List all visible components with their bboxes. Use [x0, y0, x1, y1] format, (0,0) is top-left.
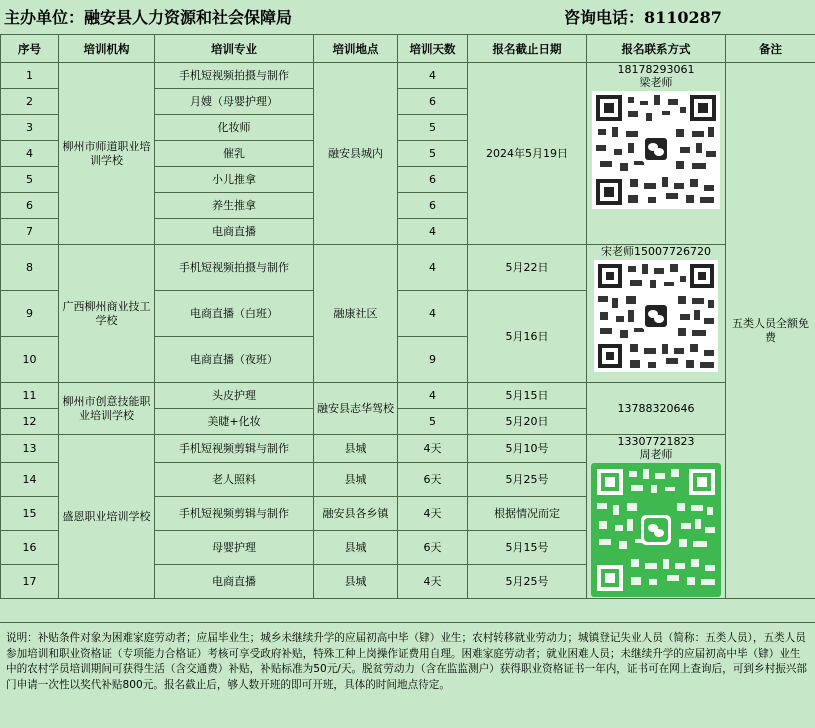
row-no: 12	[1, 409, 59, 435]
table-row	[1, 435, 815, 463]
contact-cell-a	[587, 63, 726, 245]
deadline-cell: 5月10号	[468, 435, 587, 463]
wechat-qr-icon	[591, 463, 721, 597]
major-cell: 月嫂（母婴护理）	[155, 89, 314, 115]
col-header-contact: 报名联系方式	[587, 35, 726, 63]
institution-cell: 柳州市师道职业培训学校	[59, 63, 155, 245]
notes-paragraph: 说明：补贴条件对象为困难家庭劳动者；应届毕业生；城乡未继续升学的应届初高中毕（肄）业生；农村转移就业劳动力；城镇登记失业人员（简称：五类人员），五类人员参加培训和职业资格证（专项能力合格证）考核可享受政府补贴，特殊工种上岗操作证费用自理。困难家庭劳动者；就业困难人员；未继续升学的应届初高中毕（肄）业生中的农村学员培训期间可获得生活（含交通费）补贴，补贴标准为50元/天。脱贫劳动力（含在监监测户）获得职业资格证书一年内，证书可在网上查询后，可到乡村振兴部门申请一次性以奖代补贴800元。报名截止后，够人数开班的即可开班，具体的时间地点待定。	[0, 622, 815, 728]
location-cell: 融安县各乡镇	[314, 497, 398, 531]
header-bar	[0, 0, 815, 35]
major-cell: 手机短视频剪辑与制作	[155, 497, 314, 531]
days-cell: 4天	[398, 435, 468, 463]
row-no: 15	[1, 497, 59, 531]
row-no: 6	[1, 193, 59, 219]
major-cell: 头皮护理	[155, 383, 314, 409]
days-cell: 4天	[398, 565, 468, 599]
row-no: 5	[1, 167, 59, 193]
row-no: 14	[1, 463, 59, 497]
location-cell: 县城	[314, 531, 398, 565]
deadline-cell: 根据情况而定	[468, 497, 587, 531]
row-no: 13	[1, 435, 59, 463]
deadline-cell: 5月16日	[468, 291, 587, 383]
days-cell: 5	[398, 141, 468, 167]
major-cell: 催乳	[155, 141, 314, 167]
location-cell: 县城	[314, 435, 398, 463]
deadline-cell: 5月25号	[468, 463, 587, 497]
col-header-days: 培训天数	[398, 35, 468, 63]
row-no: 10	[1, 337, 59, 383]
major-cell: 化妆师	[155, 115, 314, 141]
row-no: 17	[1, 565, 59, 599]
days-cell: 6天	[398, 531, 468, 565]
major-cell: 老人照料	[155, 463, 314, 497]
col-header-location: 培训地点	[314, 35, 398, 63]
row-no: 3	[1, 115, 59, 141]
major-cell: 电商直播（白班）	[155, 291, 314, 337]
days-cell: 6	[398, 193, 468, 219]
days-cell: 4	[398, 383, 468, 409]
row-no: 7	[1, 219, 59, 245]
major-cell: 小儿推拿	[155, 167, 314, 193]
contact-cell-c: 13788320646	[587, 383, 726, 435]
row-no: 11	[1, 383, 59, 409]
major-cell: 手机短视频拍摄与制作	[155, 245, 314, 291]
days-cell: 4天	[398, 497, 468, 531]
deadline-cell: 5月15日	[468, 383, 587, 409]
contact-name: 梁老师	[639, 76, 673, 89]
contact-cell-d	[587, 435, 726, 599]
consult-phone: 咨询电话：8110287	[564, 8, 722, 27]
table-row	[1, 383, 815, 409]
location-cell: 融安县城内	[314, 63, 398, 245]
row-no: 4	[1, 141, 59, 167]
days-cell: 5	[398, 115, 468, 141]
deadline-cell: 5月25号	[468, 565, 587, 599]
row-no: 1	[1, 63, 59, 89]
location-cell: 县城	[314, 565, 398, 599]
col-header-remark: 备注	[726, 35, 815, 63]
location-cell: 县城	[314, 463, 398, 497]
deadline-cell: 5月15号	[468, 531, 587, 565]
deadline-cell: 5月20日	[468, 409, 587, 435]
table-header-row	[1, 35, 815, 63]
contact-name-phone: 宋老师15007726720	[601, 245, 711, 258]
major-cell: 美睫+化妆	[155, 409, 314, 435]
remark-cell: 五类人员全额免费	[726, 63, 815, 599]
institution-cell: 柳州市创意技能职业培训学校	[59, 383, 155, 435]
contact-phone: 18178293061	[617, 63, 695, 76]
institution-cell: 盛恩职业培训学校	[59, 435, 155, 599]
days-cell: 4	[398, 63, 468, 89]
col-header-institution: 培训机构	[59, 35, 155, 63]
table-row	[1, 245, 815, 291]
major-cell: 电商直播（夜班）	[155, 337, 314, 383]
days-cell: 4	[398, 245, 468, 291]
row-no: 8	[1, 245, 59, 291]
contact-cell-b	[587, 245, 726, 383]
table-row	[1, 63, 815, 89]
col-header-no: 序号	[1, 35, 59, 63]
days-cell: 6	[398, 167, 468, 193]
major-cell: 电商直播	[155, 565, 314, 599]
location-cell: 融康社区	[314, 245, 398, 383]
wechat-qr-icon	[592, 91, 720, 209]
wechat-qr-icon	[594, 260, 718, 372]
row-no: 9	[1, 291, 59, 337]
contact-phone: 13307721823	[617, 435, 695, 448]
col-header-major: 培训专业	[155, 35, 314, 63]
contact-name: 周老师	[639, 448, 673, 461]
organizer-title: 主办单位：融安县人力资源和社会保障局	[4, 8, 293, 27]
row-no: 16	[1, 531, 59, 565]
deadline-cell: 2024年5月19日	[468, 63, 587, 245]
major-cell: 手机短视频拍摄与制作	[155, 63, 314, 89]
institution-cell: 广西柳州商业技工学校	[59, 245, 155, 383]
training-table	[0, 34, 815, 599]
major-cell: 手机短视频剪辑与制作	[155, 435, 314, 463]
days-cell: 6天	[398, 463, 468, 497]
days-cell: 4	[398, 219, 468, 245]
col-header-deadline: 报名截止日期	[468, 35, 587, 63]
major-cell: 电商直播	[155, 219, 314, 245]
location-cell: 融安县志华驾校	[314, 383, 398, 435]
days-cell: 9	[398, 337, 468, 383]
days-cell: 6	[398, 89, 468, 115]
major-cell: 养生推拿	[155, 193, 314, 219]
deadline-cell: 5月22日	[468, 245, 587, 291]
row-no: 2	[1, 89, 59, 115]
major-cell: 母婴护理	[155, 531, 314, 565]
days-cell: 4	[398, 291, 468, 337]
days-cell: 5	[398, 409, 468, 435]
